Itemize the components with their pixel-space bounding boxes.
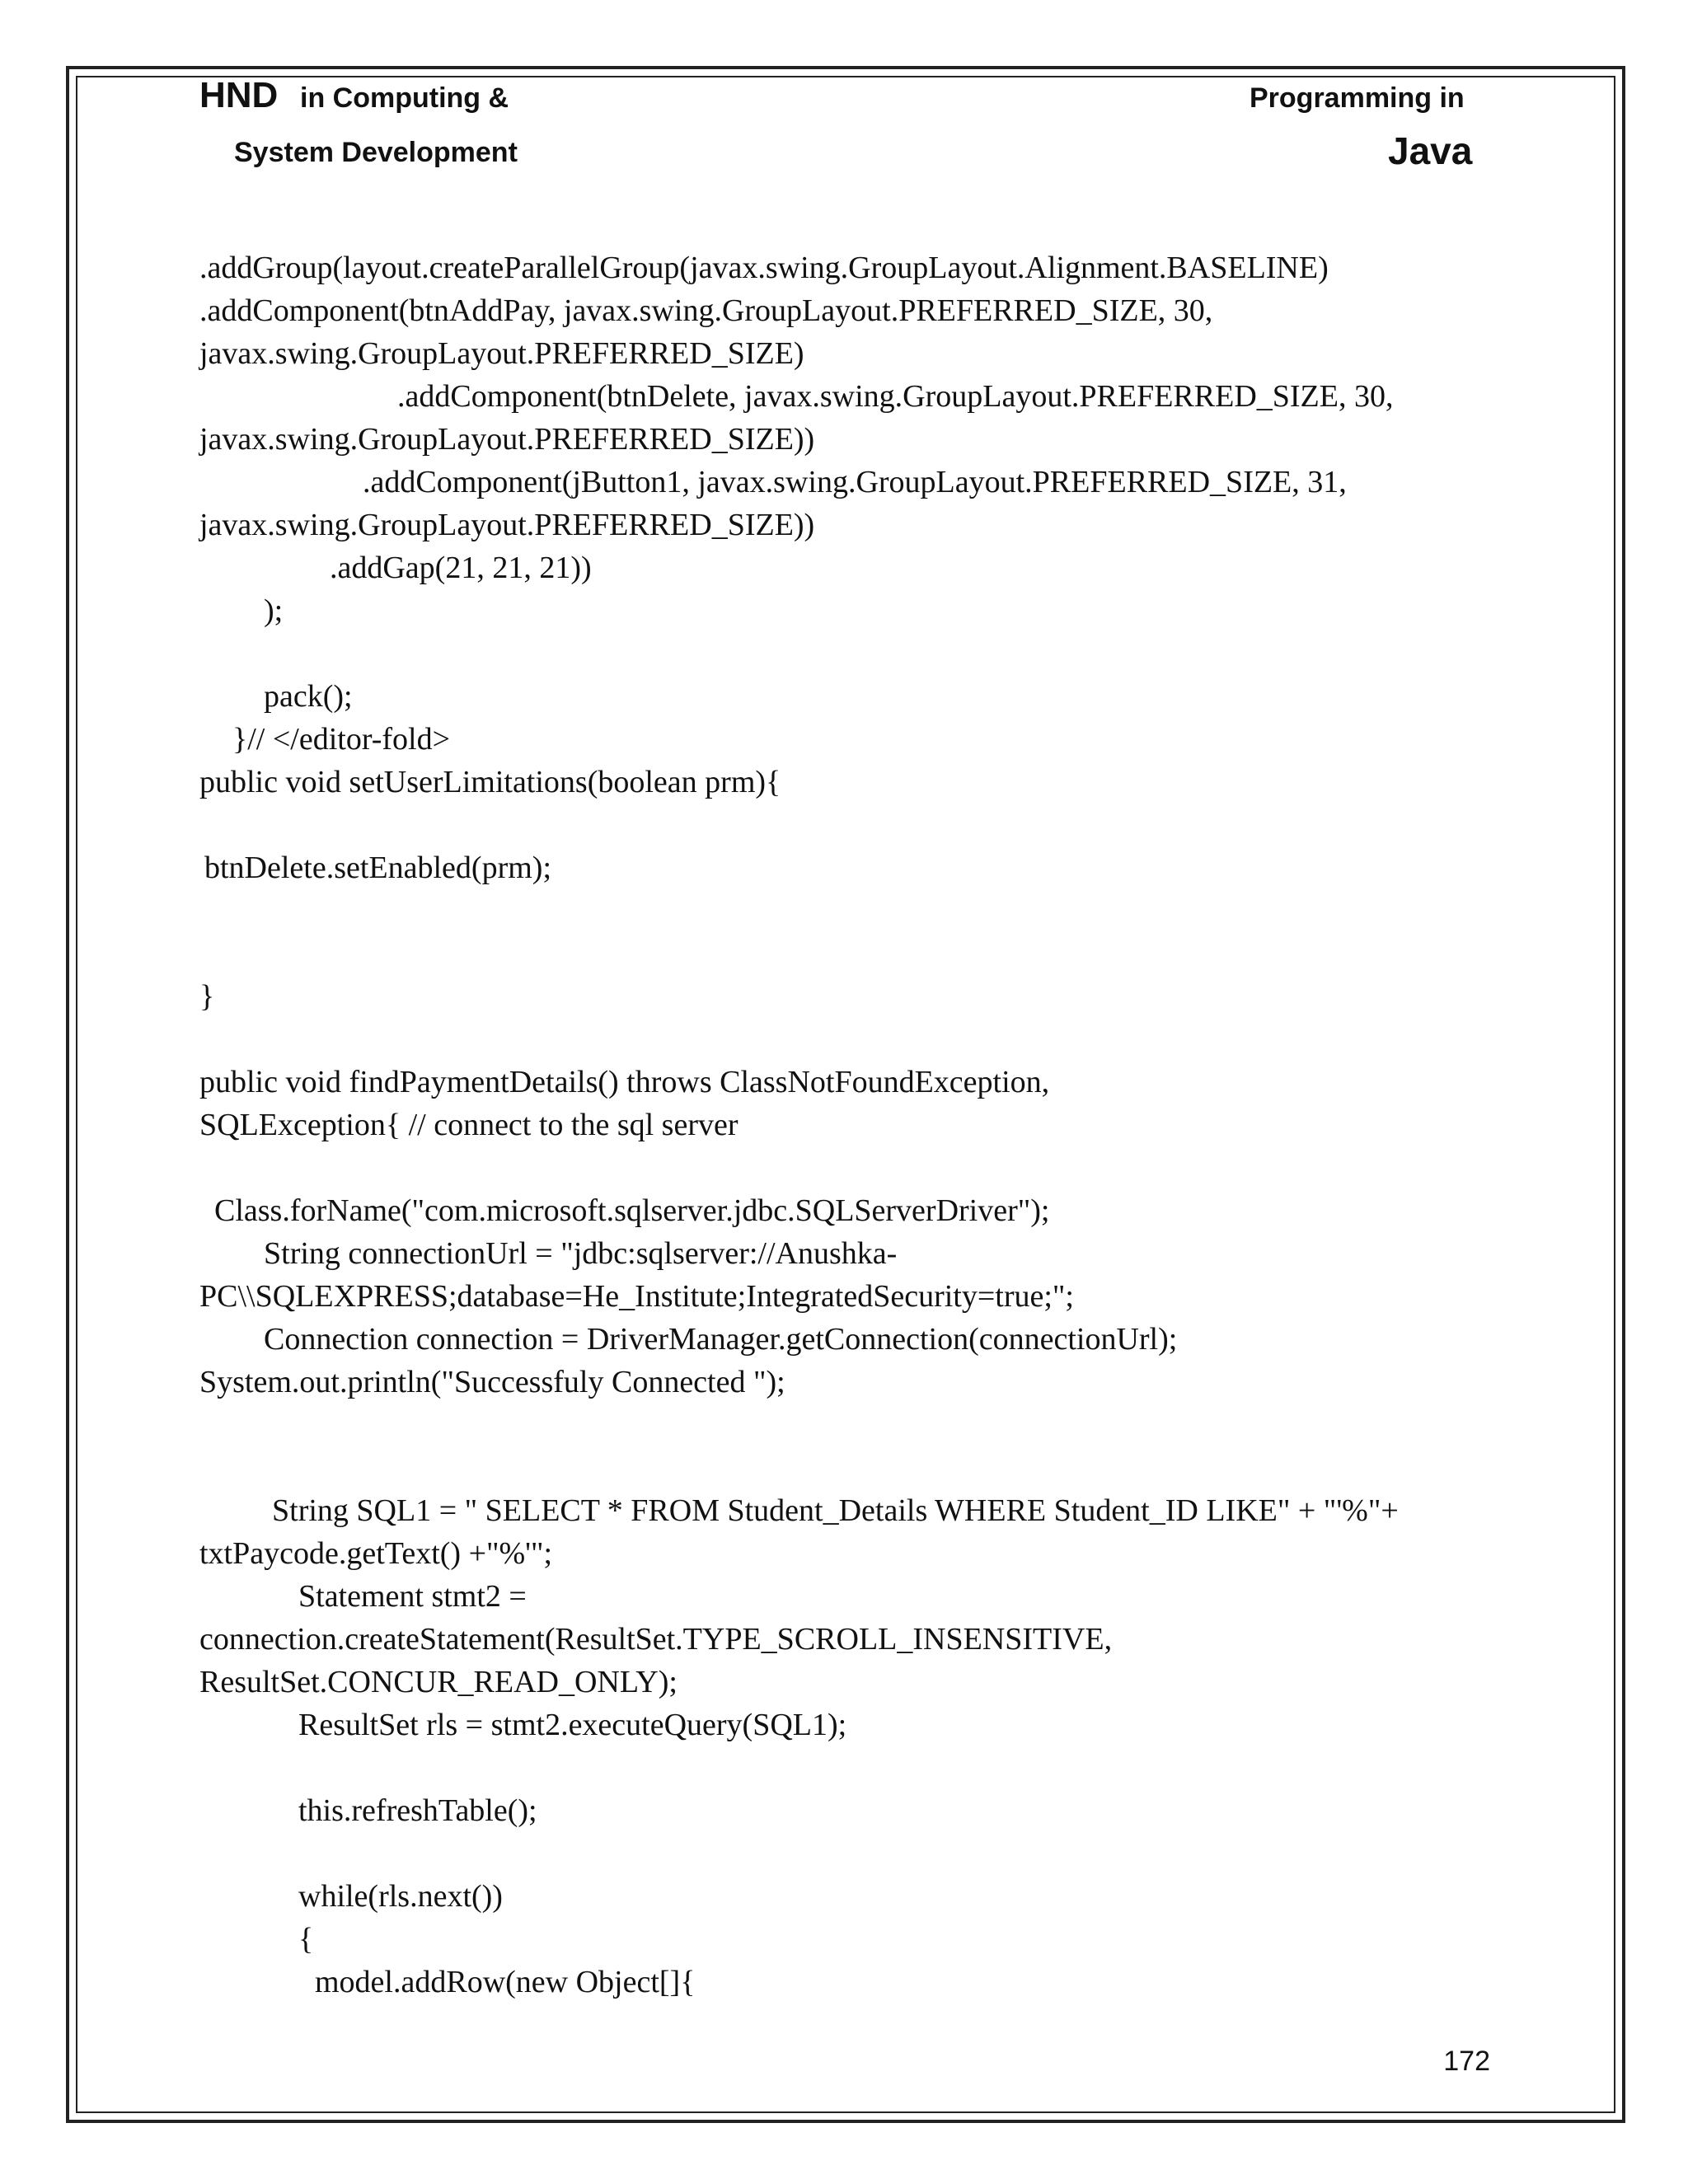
code-line: model.addRow(new Object[]{ <box>315 1965 696 1999</box>
code-line: String connectionUrl = "jdbc:sqlserver://Anushka- <box>264 1236 898 1271</box>
code-line: connection.createStatement(ResultSet.TYPE_SCROLL_INSENSITIVE, <box>199 1622 1113 1657</box>
code-line: .addGroup(layout.createParallelGroup(javax.swing.GroupLayout.Alignment.BASELINE) <box>199 251 1329 285</box>
code-line: Connection connection = DriverManager.getConnection(connectionUrl); <box>264 1322 1178 1357</box>
code-line: pack(); <box>264 679 353 714</box>
code-line: javax.swing.GroupLayout.PREFERRED_SIZE) <box>199 336 804 371</box>
code-line: System.out.println("Successfuly Connected "); <box>199 1365 785 1399</box>
code-line: Statement stmt2 = <box>298 1579 527 1614</box>
header-system-development: System Development <box>234 137 518 168</box>
code-line: PC\\SQLEXPRESS;database=He_Institute;IntegratedSecurity=true;"; <box>199 1279 1074 1314</box>
code-line: Class.forName("com.microsoft.sqlserver.jdbc.SQLServerDriver"); <box>214 1193 1050 1228</box>
code-line: this.refreshTable(); <box>298 1793 537 1828</box>
code-line: String SQL1 = " SELECT * FROM Student_Details WHERE Student_ID LIKE" + "'%"+ <box>272 1493 1399 1528</box>
code-line: { <box>298 1922 314 1957</box>
header-java: Java <box>1388 129 1473 172</box>
code-line: } <box>199 979 215 1014</box>
code-line: .addGap(21, 21, 21)) <box>330 551 592 585</box>
code-line: public void findPaymentDetails() throws ClassNotFoundException, <box>199 1065 1050 1099</box>
code-line: SQLException{ // connect to the sql server <box>199 1108 738 1142</box>
code-line: .addComponent(jButton1, javax.swing.GroupLayout.PREFERRED_SIZE, 31, <box>363 465 1347 499</box>
header-programming-in: Programming in <box>1250 82 1465 114</box>
code-line: }// </editor-fold> <box>232 722 451 757</box>
code-line: ResultSet.CONCUR_READ_ONLY); <box>199 1665 678 1699</box>
code-line: javax.swing.GroupLayout.PREFERRED_SIZE)) <box>199 422 815 457</box>
header-hnd: HND <box>199 75 279 115</box>
header-in-computing: in Computing & <box>300 82 509 114</box>
code-line: .addComponent(btnAddPay, javax.swing.GroupLayout.PREFERRED_SIZE, 30, <box>199 293 1213 328</box>
code-line: .addComponent(btnDelete, javax.swing.GroupLayout.PREFERRED_SIZE, 30, <box>397 379 1394 414</box>
page-number: 172 <box>1443 2046 1490 2077</box>
code-line: ResultSet rls = stmt2.executeQuery(SQL1); <box>298 1708 847 1742</box>
code-line: public void setUserLimitations(boolean prm){ <box>199 765 781 799</box>
code-line: javax.swing.GroupLayout.PREFERRED_SIZE)) <box>199 508 815 542</box>
code-line: btnDelete.setEnabled(prm); <box>204 851 552 885</box>
code-line: txtPaycode.getText() +"%'"; <box>199 1536 553 1571</box>
code-line: while(rls.next()) <box>298 1879 503 1914</box>
code-line: ); <box>264 593 284 628</box>
